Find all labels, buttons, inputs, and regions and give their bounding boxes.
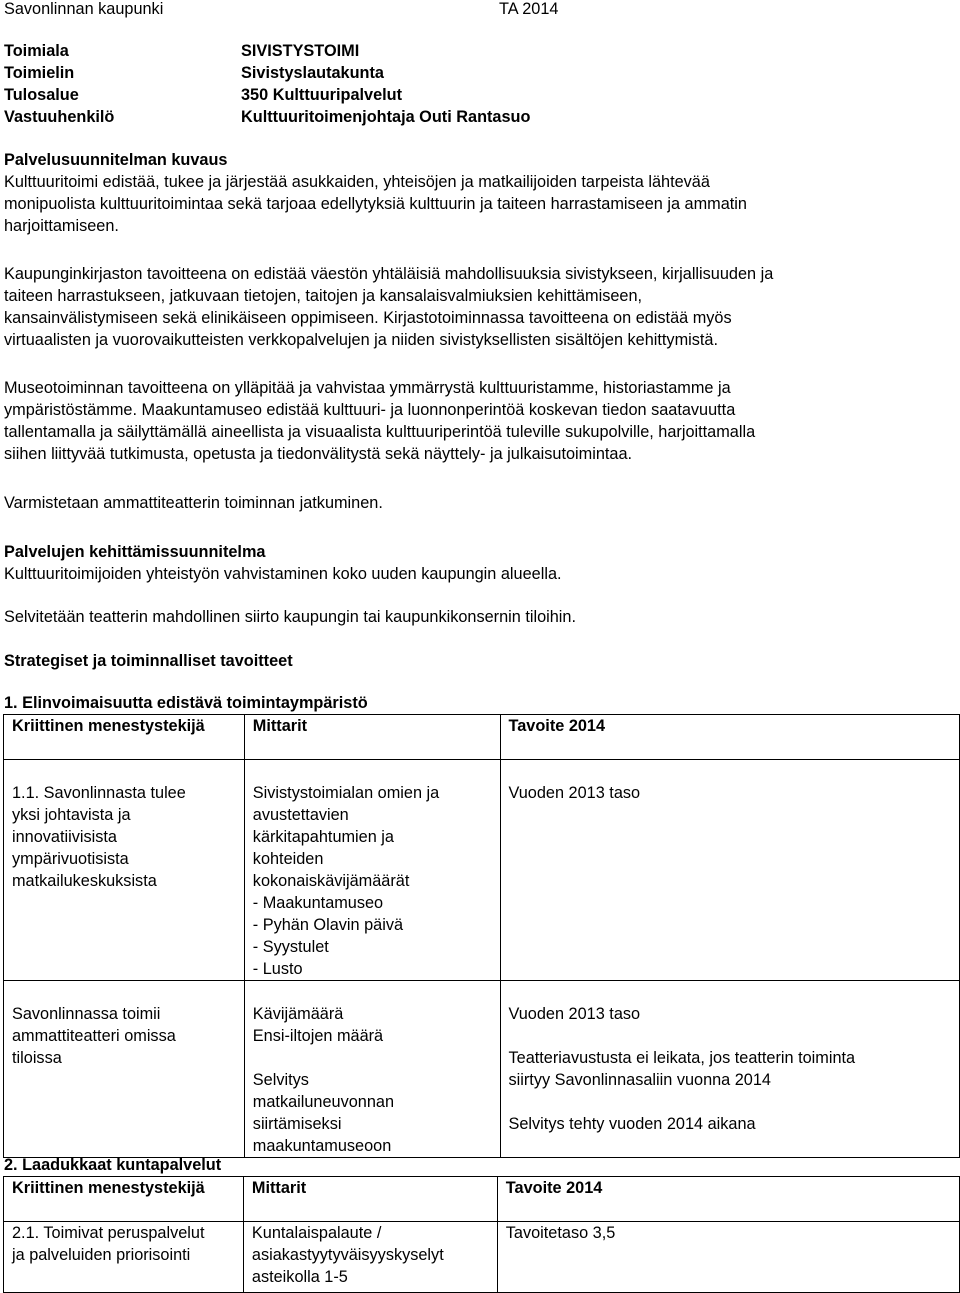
info-labels <box>4 40 114 128</box>
section-heading-development-plan: Palvelujen kehittämissuunnitelma <box>4 543 266 561</box>
column-header-metrics: Mittarit <box>243 1177 497 1222</box>
paragraph-cooperation: Kulttuuritoimijoiden yhteistyön vahvistaminen koko uuden kaupungin alueella. <box>4 565 562 583</box>
info-label: Vastuuhenkilö <box>4 108 115 126</box>
table-row <box>4 1222 960 1293</box>
info-value: Kulttuuritoimenjohtaja Outi Rantasuo <box>241 108 531 126</box>
metrics-cell: Sivistystoimialan omien ja avustettavien kärkitapahtumien ja kohteiden kokonaiskävijämäärät - Maakuntamuseo - Pyhän Olavin päivä - Syystulet - Lusto <box>244 760 500 981</box>
column-header-factor: Kriittinen menestystekijä <box>4 715 245 760</box>
target-cell: Vuoden 2013 taso Teatteriavustusta ei leikata, jos teatterin toiminta siirtyy Savonlinnasaliin vuonna 2014 Selvitys tehty vuoden 2014 aikana <box>500 981 960 1158</box>
table-row <box>4 760 960 981</box>
info-values <box>241 40 530 128</box>
goal-heading-1: 1. Elinvoimaisuutta edistävä toimintaympäristö <box>4 694 368 712</box>
info-value: 350 Kulttuuripalvelut <box>241 86 403 104</box>
paragraph-library: Kaupunginkirjaston tavoitteena on edistää väestön yhtäläisiä mahdollisuuksia sivistykseen, kirjallisuuden ja taiteen harrastukseen, jatkuvaan tietojen, taitojen ja kansalaisvalmiuksien kehittämiseen, kansainvälistymiseen sekä elinikäiseen oppimiseen. Kirjastotoiminnassa tavoitteena on edistää myös virtuaalisten ja vuorovaikutteisten verkkopalvelujen ja niiden sivistyksellisten sisältöjen kehittymistä. <box>4 265 774 349</box>
target-cell: Vuoden 2013 taso <box>500 760 960 981</box>
factor-cell: 1.1. Savonlinnasta tulee yksi johtavista ja innovatiivisista ympärivuotisista matkailukeskuksista <box>4 760 245 981</box>
section-heading-strategic-goals: Strategiset ja toiminnalliset tavoitteet <box>4 652 293 670</box>
paragraph-theatre: Varmistetaan ammattiteatterin toiminnan jatkuminen. <box>4 494 383 512</box>
table-header-row <box>4 1177 960 1222</box>
table-header-row <box>4 715 960 760</box>
target-cell: Tavoitetaso 3,5 <box>497 1222 959 1293</box>
column-header-metrics: Mittarit <box>244 715 500 760</box>
column-header-target: Tavoite 2014 <box>497 1177 959 1222</box>
info-label: Toimiala <box>4 42 69 60</box>
goal-table-2 <box>3 1176 960 1293</box>
metrics-cell: Kuntalaispalaute / asiakastyytyväisyyskyselyt asteikolla 1-5 <box>243 1222 497 1293</box>
budget-year: TA 2014 <box>499 0 559 18</box>
paragraph-museum: Museotoiminnan tavoitteena on ylläpitää ja vahvistaa ymmärrystä kulttuuristamme, historiastamme ja ympäristöstämme. Maakuntamuseo edistää kulttuuri- ja luonnonperintöä koskevan tiedon saatavuutta tallentamalla ja säilyttämällä aineellista ja visuaalista kulttuuriperintöä tuleville sukupolville, harjoittamalla siihen liittyvää tutkimusta, opetusta ja tiedonvälitystä sekä näyttely- ja julkaisutoimintaa. <box>4 379 756 463</box>
column-header-target: Tavoite 2014 <box>500 715 960 760</box>
org-name: Savonlinnan kaupunki <box>4 0 164 18</box>
factor-cell: 2.1. Toimivat peruspalvelut ja palveluiden priorisointi <box>4 1222 244 1293</box>
goal-heading-2: 2. Laadukkaat kuntapalvelut <box>4 1156 222 1174</box>
info-label: Toimielin <box>4 64 75 82</box>
paragraph-theatre-move: Selvitetään teatterin mahdollinen siirto kaupungin tai kaupunkikonsernin tiloihin. <box>4 608 577 626</box>
metrics-cell: Kävijämäärä Ensi-iltojen määrä Selvitys matkailuneuvonnan siirtämiseksi maakuntamuseoon <box>244 981 500 1158</box>
paragraph-culture: Kulttuuritoimi edistää, tukee ja järjestää asukkaiden, yhteisöjen ja matkailijoiden tarpeista lähtevää monipuolista kulttuuritoimintaa sekä tarjoaa edellytyksiä kulttuurin ja taiteen harrastamiseen ja ammatin harjoittamiseen. <box>4 173 747 235</box>
column-header-factor: Kriittinen menestystekijä <box>4 1177 244 1222</box>
info-value: SIVISTYSTOIMI <box>241 42 360 60</box>
factor-cell: Savonlinnassa toimii ammattiteatteri omissa tiloissa <box>4 981 245 1158</box>
info-label: Tulosalue <box>4 86 79 104</box>
table-row <box>4 981 960 1158</box>
goal-table-1 <box>3 714 960 1158</box>
info-value: Sivistyslautakunta <box>241 64 384 82</box>
section-heading-service-plan: Palvelusuunnitelman kuvaus <box>4 151 228 169</box>
